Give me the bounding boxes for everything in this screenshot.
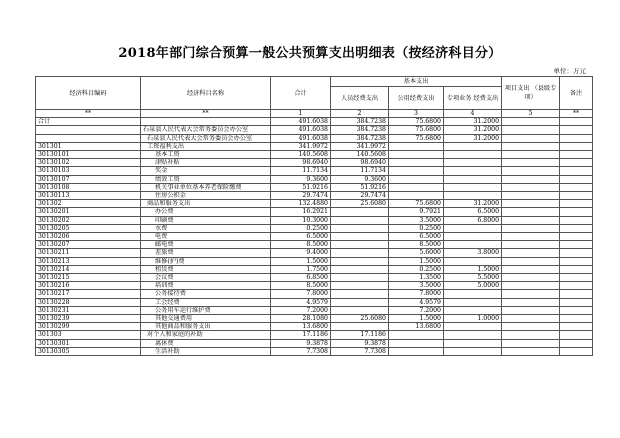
row-project-cell bbox=[502, 315, 560, 323]
row-public-cell bbox=[389, 167, 444, 175]
row-personnel-cell: 140.5608 bbox=[331, 151, 389, 159]
row-remark-cell bbox=[560, 282, 593, 290]
row-project-cell bbox=[502, 257, 560, 265]
row-name-cell: 离休费 bbox=[141, 339, 271, 347]
row-name-cell: 机关事业单位基本养老保险缴费 bbox=[141, 183, 271, 191]
row-personnel-cell: 51.9216 bbox=[331, 183, 389, 191]
row-public-cell: 3.5000 bbox=[389, 282, 444, 290]
table-row bbox=[36, 134, 593, 142]
row-code-cell: 30130107 bbox=[36, 175, 141, 183]
row-personnel-cell: 17.1186 bbox=[331, 331, 389, 339]
row-project-cell bbox=[502, 151, 560, 159]
row-code-cell: 30130213 bbox=[36, 257, 141, 265]
table-row bbox=[36, 167, 593, 175]
row-project-cell bbox=[502, 233, 560, 241]
row-public-cell bbox=[389, 192, 444, 200]
row-total-cell: 7.2000 bbox=[271, 306, 331, 314]
marker-cell: 3 bbox=[389, 110, 444, 118]
row-remark-cell bbox=[560, 315, 593, 323]
row-personnel-cell: 98.6940 bbox=[331, 159, 389, 167]
row-remark-cell bbox=[560, 224, 593, 232]
row-remark-cell bbox=[560, 249, 593, 257]
row-special-cell bbox=[444, 339, 502, 347]
header-name: 经济科目名称 bbox=[141, 77, 271, 110]
row-code-cell: 30130101 bbox=[36, 151, 141, 159]
row-special-cell: 5.0000 bbox=[444, 282, 502, 290]
table-row bbox=[36, 151, 593, 159]
row-project-cell bbox=[502, 347, 560, 355]
row-public-cell: 0.2500 bbox=[389, 224, 444, 232]
row-personnel-cell bbox=[331, 233, 389, 241]
header-special: 专项业务 经费支出 bbox=[444, 87, 502, 110]
row-special-cell: 31.2000 bbox=[444, 134, 502, 142]
header-row-1 bbox=[36, 77, 593, 87]
row-public-cell: 1.5000 bbox=[389, 257, 444, 265]
row-total-cell: 0.2500 bbox=[271, 224, 331, 232]
row-total-cell: 7.7308 bbox=[271, 347, 331, 355]
row-name-cell: 商品和服务支出 bbox=[141, 200, 271, 208]
row-public-cell bbox=[389, 151, 444, 159]
row-personnel-cell bbox=[331, 265, 389, 273]
row-total-cell: 17.1186 bbox=[271, 331, 331, 339]
row-personnel-cell: 384.7238 bbox=[331, 118, 389, 126]
row-remark-cell bbox=[560, 216, 593, 224]
row-special-cell bbox=[444, 142, 502, 150]
row-name-cell: 印刷费 bbox=[141, 216, 271, 224]
row-remark-cell bbox=[560, 167, 593, 175]
row-special-cell bbox=[444, 224, 502, 232]
row-personnel-cell: 341.9972 bbox=[331, 142, 389, 150]
header-total: 合计 bbox=[271, 77, 331, 110]
row-name-cell: 生活补助 bbox=[141, 347, 271, 355]
row-code-cell: 30130299 bbox=[36, 323, 141, 331]
row-code-cell: 30130231 bbox=[36, 306, 141, 314]
row-remark-cell bbox=[560, 200, 593, 208]
row-remark-cell bbox=[560, 331, 593, 339]
row-total-cell: 51.9216 bbox=[271, 183, 331, 191]
row-total-cell: 341.9972 bbox=[271, 142, 331, 150]
row-total-cell: 11.7134 bbox=[271, 167, 331, 175]
row-personnel-cell bbox=[331, 249, 389, 257]
row-special-cell: 31.2000 bbox=[444, 118, 502, 126]
row-total-cell: 491.6038 bbox=[271, 126, 331, 134]
row-total-cell: 29.7474 bbox=[271, 192, 331, 200]
marker-cell: 4 bbox=[444, 110, 502, 118]
row-project-cell bbox=[502, 306, 560, 314]
row-remark-cell bbox=[560, 241, 593, 249]
row-special-cell bbox=[444, 151, 502, 159]
row-public-cell bbox=[389, 339, 444, 347]
row-code-cell: 30130102 bbox=[36, 159, 141, 167]
table-row bbox=[36, 315, 593, 323]
table-row bbox=[36, 241, 593, 249]
row-remark-cell bbox=[560, 298, 593, 306]
row-project-cell bbox=[502, 323, 560, 331]
row-total-cell: 132.4880 bbox=[271, 200, 331, 208]
header-project: 项目支出 （县级专项） bbox=[502, 77, 560, 110]
row-project-cell bbox=[502, 118, 560, 126]
row-public-cell: 9.7921 bbox=[389, 208, 444, 216]
row-remark-cell bbox=[560, 347, 593, 355]
row-remark-cell bbox=[560, 118, 593, 126]
row-code-cell: 30130301 bbox=[36, 339, 141, 347]
row-code-cell: 30130103 bbox=[36, 167, 141, 175]
row-public-cell: 3.5000 bbox=[389, 216, 444, 224]
row-code-cell bbox=[36, 134, 141, 142]
row-project-cell bbox=[502, 339, 560, 347]
row-project-cell bbox=[502, 265, 560, 273]
table-row bbox=[36, 249, 593, 257]
row-code-cell: 30130214 bbox=[36, 265, 141, 273]
row-public-cell bbox=[389, 175, 444, 183]
marker-cell: ** bbox=[141, 110, 271, 118]
row-remark-cell bbox=[560, 290, 593, 298]
row-remark-cell bbox=[560, 192, 593, 200]
table-row bbox=[36, 208, 593, 216]
row-total-cell: 10.3000 bbox=[271, 216, 331, 224]
row-name-cell: 工会经费 bbox=[141, 298, 271, 306]
row-special-cell bbox=[444, 183, 502, 191]
row-code-cell: 301302 bbox=[36, 200, 141, 208]
row-remark-cell bbox=[560, 134, 593, 142]
expenditure-table bbox=[35, 76, 593, 356]
row-name-cell bbox=[141, 118, 271, 126]
row-name-cell: 住房公积金 bbox=[141, 192, 271, 200]
row-special-cell: 5.5000 bbox=[444, 274, 502, 282]
table-row bbox=[36, 274, 593, 282]
table-row bbox=[36, 192, 593, 200]
row-total-cell: 1.5000 bbox=[271, 257, 331, 265]
row-remark-cell bbox=[560, 142, 593, 150]
row-project-cell bbox=[502, 159, 560, 167]
row-name-cell: 差旅费 bbox=[141, 249, 271, 257]
unit-label: 单位：万元 bbox=[553, 67, 586, 75]
row-public-cell bbox=[389, 347, 444, 355]
row-public-cell: 75.6800 bbox=[389, 118, 444, 126]
table-row bbox=[36, 265, 593, 273]
row-special-cell: 1.0000 bbox=[444, 315, 502, 323]
row-special-cell bbox=[444, 257, 502, 265]
row-name-cell: 会议费 bbox=[141, 274, 271, 282]
row-name-cell: 租赁费 bbox=[141, 265, 271, 273]
row-name-cell: 其他交通费用 bbox=[141, 315, 271, 323]
row-public-cell bbox=[389, 183, 444, 191]
row-project-cell bbox=[502, 249, 560, 257]
row-code-cell: 合计 bbox=[36, 118, 141, 126]
table-row bbox=[36, 224, 593, 232]
row-project-cell bbox=[502, 216, 560, 224]
table-row bbox=[36, 331, 593, 339]
row-special-cell: 31.2000 bbox=[444, 200, 502, 208]
row-total-cell: 9.4000 bbox=[271, 249, 331, 257]
header-personnel: 人员经费支出 bbox=[331, 87, 389, 110]
row-special-cell bbox=[444, 175, 502, 183]
row-name-cell: 对个人和家庭的补助 bbox=[141, 331, 271, 339]
row-public-cell: 6.5000 bbox=[389, 233, 444, 241]
table-row bbox=[36, 257, 593, 265]
row-total-cell: 8.5000 bbox=[271, 241, 331, 249]
row-total-cell: 28.1080 bbox=[271, 315, 331, 323]
row-special-cell bbox=[444, 298, 502, 306]
row-personnel-cell bbox=[331, 216, 389, 224]
row-code-cell: 30130113 bbox=[36, 192, 141, 200]
row-project-cell bbox=[502, 282, 560, 290]
table-row bbox=[36, 282, 593, 290]
row-remark-cell bbox=[560, 159, 593, 167]
row-public-cell: 75.6800 bbox=[389, 134, 444, 142]
row-total-cell: 491.6038 bbox=[271, 134, 331, 142]
row-special-cell bbox=[444, 290, 502, 298]
row-remark-cell bbox=[560, 274, 593, 282]
table-row bbox=[36, 126, 593, 134]
row-total-cell: 1.7500 bbox=[271, 265, 331, 273]
row-personnel-cell bbox=[331, 298, 389, 306]
row-name-cell: 石泉县人民代表大会常务委员会办公室 bbox=[141, 126, 271, 134]
row-remark-cell bbox=[560, 151, 593, 159]
row-personnel-cell: 9.3600 bbox=[331, 175, 389, 183]
row-special-cell: 31.2000 bbox=[444, 126, 502, 134]
row-project-cell bbox=[502, 126, 560, 134]
row-name-cell: 邮电费 bbox=[141, 241, 271, 249]
row-personnel-cell bbox=[331, 257, 389, 265]
row-project-cell bbox=[502, 134, 560, 142]
marker-cell: ** bbox=[36, 110, 141, 118]
row-special-cell bbox=[444, 192, 502, 200]
row-name-cell: 办公费 bbox=[141, 208, 271, 216]
row-name-cell: 培训费 bbox=[141, 282, 271, 290]
row-project-cell bbox=[502, 331, 560, 339]
header-public: 公用经费支出 bbox=[389, 87, 444, 110]
row-public-cell bbox=[389, 142, 444, 150]
row-special-cell bbox=[444, 331, 502, 339]
row-personnel-cell: 384.7238 bbox=[331, 126, 389, 134]
row-personnel-cell: 29.7474 bbox=[331, 192, 389, 200]
row-public-cell bbox=[389, 159, 444, 167]
row-personnel-cell: 11.7134 bbox=[331, 167, 389, 175]
row-name-cell: 基本工资 bbox=[141, 151, 271, 159]
marker-row bbox=[36, 110, 593, 118]
row-remark-cell bbox=[560, 257, 593, 265]
row-remark-cell bbox=[560, 126, 593, 134]
row-code-cell: 30130239 bbox=[36, 315, 141, 323]
row-personnel-cell: 25.6080 bbox=[331, 200, 389, 208]
row-personnel-cell bbox=[331, 274, 389, 282]
row-total-cell: 9.3878 bbox=[271, 339, 331, 347]
table-row bbox=[36, 159, 593, 167]
table-row bbox=[36, 306, 593, 314]
row-total-cell: 7.8000 bbox=[271, 290, 331, 298]
row-code-cell: 30130217 bbox=[36, 290, 141, 298]
marker-cell: 1 bbox=[271, 110, 331, 118]
row-personnel-cell: 25.6080 bbox=[331, 315, 389, 323]
row-remark-cell bbox=[560, 306, 593, 314]
table-row bbox=[36, 347, 593, 355]
row-personnel-cell bbox=[331, 290, 389, 298]
table-row bbox=[36, 339, 593, 347]
row-project-cell bbox=[502, 208, 560, 216]
row-code-cell: 30130211 bbox=[36, 249, 141, 257]
row-name-cell: 维修(护)费 bbox=[141, 257, 271, 265]
row-code-cell: 30130305 bbox=[36, 347, 141, 355]
row-special-cell bbox=[444, 167, 502, 175]
row-project-cell bbox=[502, 167, 560, 175]
row-personnel-cell: 384.7238 bbox=[331, 134, 389, 142]
row-special-cell: 6.5000 bbox=[444, 208, 502, 216]
page-title: 2018年部门综合预算一般公共预算支出明细表（按经济科目分） bbox=[118, 46, 502, 61]
table-row bbox=[36, 142, 593, 150]
row-remark-cell bbox=[560, 208, 593, 216]
row-code-cell: 301303 bbox=[36, 331, 141, 339]
marker-cell: 5 bbox=[502, 110, 560, 118]
row-public-cell: 0.2500 bbox=[389, 265, 444, 273]
row-project-cell bbox=[502, 224, 560, 232]
row-personnel-cell bbox=[331, 208, 389, 216]
marker-cell: ** bbox=[560, 110, 593, 118]
row-project-cell bbox=[502, 142, 560, 150]
row-special-cell bbox=[444, 241, 502, 249]
row-total-cell: 140.5608 bbox=[271, 151, 331, 159]
row-special-cell bbox=[444, 347, 502, 355]
row-public-cell: 75.6800 bbox=[389, 200, 444, 208]
row-project-cell bbox=[502, 274, 560, 282]
row-personnel-cell bbox=[331, 224, 389, 232]
row-name-cell: 绩效工资 bbox=[141, 175, 271, 183]
row-code-cell: 30130215 bbox=[36, 274, 141, 282]
row-code-cell: 30130205 bbox=[36, 224, 141, 232]
row-name-cell: 津贴补贴 bbox=[141, 159, 271, 167]
row-public-cell: 8.5000 bbox=[389, 241, 444, 249]
row-remark-cell bbox=[560, 323, 593, 331]
row-project-cell bbox=[502, 241, 560, 249]
row-name-cell: 水费 bbox=[141, 224, 271, 232]
table-row bbox=[36, 118, 593, 126]
row-personnel-cell bbox=[331, 282, 389, 290]
row-project-cell bbox=[502, 290, 560, 298]
table-row bbox=[36, 290, 593, 298]
row-public-cell: 1.3500 bbox=[389, 274, 444, 282]
marker-cell: 2 bbox=[331, 110, 389, 118]
row-public-cell bbox=[389, 331, 444, 339]
row-project-cell bbox=[502, 200, 560, 208]
row-code-cell: 30130228 bbox=[36, 298, 141, 306]
row-total-cell: 6.5000 bbox=[271, 233, 331, 241]
row-public-cell: 5.6000 bbox=[389, 249, 444, 257]
row-total-cell: 6.8500 bbox=[271, 274, 331, 282]
row-name-cell: 其他商品和服务支出 bbox=[141, 323, 271, 331]
row-special-cell bbox=[444, 306, 502, 314]
header-basic: 基本支出 bbox=[331, 77, 502, 87]
row-remark-cell bbox=[560, 339, 593, 347]
row-project-cell bbox=[502, 183, 560, 191]
table-row bbox=[36, 183, 593, 191]
row-total-cell: 9.3600 bbox=[271, 175, 331, 183]
row-project-cell bbox=[502, 298, 560, 306]
row-code-cell: 30130206 bbox=[36, 233, 141, 241]
row-code-cell: 301301 bbox=[36, 142, 141, 150]
row-remark-cell bbox=[560, 175, 593, 183]
row-project-cell bbox=[502, 192, 560, 200]
row-personnel-cell bbox=[331, 323, 389, 331]
row-code-cell: 30130108 bbox=[36, 183, 141, 191]
row-name-cell: 奖金 bbox=[141, 167, 271, 175]
row-name-cell: 石泉县人民代表大会常务委员会办公室 bbox=[141, 134, 271, 142]
row-code-cell: 30130216 bbox=[36, 282, 141, 290]
row-code-cell: 30130202 bbox=[36, 216, 141, 224]
row-name-cell: 工资福利支出 bbox=[141, 142, 271, 150]
table-row bbox=[36, 200, 593, 208]
table-row bbox=[36, 216, 593, 224]
row-code-cell bbox=[36, 126, 141, 134]
row-name-cell: 公务接待费 bbox=[141, 290, 271, 298]
table-row bbox=[36, 233, 593, 241]
row-project-cell bbox=[502, 175, 560, 183]
row-public-cell: 1.5000 bbox=[389, 315, 444, 323]
row-name-cell: 电费 bbox=[141, 233, 271, 241]
row-personnel-cell: 7.7308 bbox=[331, 347, 389, 355]
row-public-cell: 13.6800 bbox=[389, 323, 444, 331]
row-total-cell: 13.6800 bbox=[271, 323, 331, 331]
row-total-cell: 4.9579 bbox=[271, 298, 331, 306]
row-total-cell: 16.2921 bbox=[271, 208, 331, 216]
row-public-cell: 75.6800 bbox=[389, 126, 444, 134]
row-special-cell: 6.8000 bbox=[444, 216, 502, 224]
row-special-cell: 1.5000 bbox=[444, 265, 502, 273]
table-row bbox=[36, 323, 593, 331]
row-public-cell: 7.2000 bbox=[389, 306, 444, 314]
row-public-cell: 7.8000 bbox=[389, 290, 444, 298]
row-code-cell: 30130201 bbox=[36, 208, 141, 216]
row-special-cell bbox=[444, 323, 502, 331]
row-code-cell: 30130207 bbox=[36, 241, 141, 249]
header-code: 经济科目编码 bbox=[36, 77, 141, 110]
table-row bbox=[36, 298, 593, 306]
row-name-cell: 公务用车运行维护费 bbox=[141, 306, 271, 314]
table-row bbox=[36, 175, 593, 183]
row-special-cell bbox=[444, 159, 502, 167]
row-total-cell: 491.6038 bbox=[271, 118, 331, 126]
row-remark-cell bbox=[560, 233, 593, 241]
row-remark-cell bbox=[560, 265, 593, 273]
row-total-cell: 8.5000 bbox=[271, 282, 331, 290]
row-remark-cell bbox=[560, 183, 593, 191]
header-remark: 备注 bbox=[560, 77, 593, 110]
row-personnel-cell: 9.3878 bbox=[331, 339, 389, 347]
row-personnel-cell bbox=[331, 306, 389, 314]
row-special-cell: 3.8000 bbox=[444, 249, 502, 257]
row-personnel-cell bbox=[331, 241, 389, 249]
row-total-cell: 98.6940 bbox=[271, 159, 331, 167]
row-public-cell: 4.9579 bbox=[389, 298, 444, 306]
row-special-cell bbox=[444, 233, 502, 241]
